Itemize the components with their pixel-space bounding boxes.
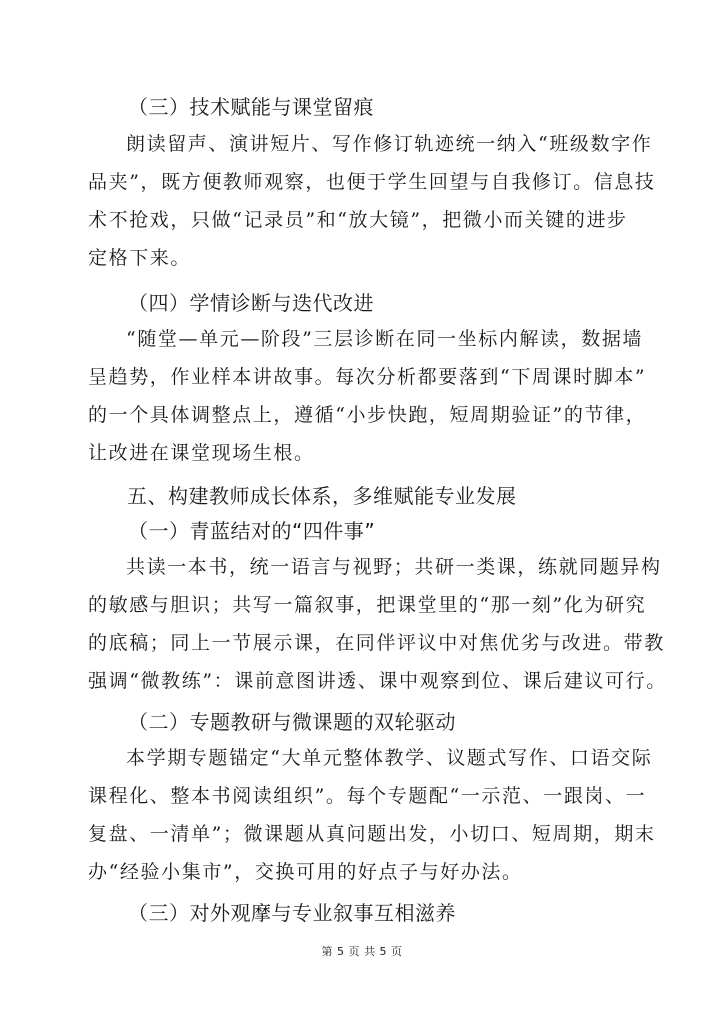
paragraph-research bbox=[88, 739, 656, 891]
paragraph-line: “随堂—单元—阶段”三层诊断在同一坐标内解读，数据墙 bbox=[126, 328, 644, 350]
paragraph-line: 复盘、一清单”；微课题从真问题出发，小切口、短周期，期末 bbox=[88, 823, 656, 845]
paragraph-line: 呈趋势，作业样本讲故事。每次分析都要落到“下周课时脚本” bbox=[88, 366, 647, 388]
section-heading-observation: （三）对外观摩与专业叙事互相滋养 bbox=[128, 901, 456, 925]
section-heading-mentoring: （一）青蓝结对的“四件事” bbox=[128, 519, 376, 543]
paragraph-tech bbox=[88, 125, 656, 277]
paragraph-line: 共读一本书，统一语言与视野；共研一类课，练就同题异构 bbox=[126, 556, 662, 578]
section-heading-diagnosis: （四）学情诊断与迭代改进 bbox=[128, 291, 374, 315]
paragraph-line: 朗读留声、演讲短片、写作修订轨迹统一纳入“班级数字作 bbox=[126, 133, 653, 155]
paragraph-mentoring bbox=[88, 548, 667, 700]
paragraph-line: 的敏感与胆识；共写一篇叙事，把课堂里的“那一刻”化为研究 bbox=[88, 594, 647, 616]
paragraph-line: 术不抢戏，只做“记录员”和“放大镜”，把微小而关键的进步 bbox=[88, 209, 628, 231]
paragraph-diagnosis bbox=[88, 320, 648, 472]
paragraph-line: 本学期专题锚定“大单元整体教学、议题式写作、口语交际 bbox=[126, 747, 653, 769]
paragraph-line: 品夹”，既方便教师观察，也便于学生回望与自我修订。信息技 bbox=[88, 171, 656, 193]
paragraph-line: 课程化、整本书阅读组织”。每个专题配“一示范、一跟岗、一 bbox=[88, 785, 647, 807]
paragraph-line: 定格下来。 bbox=[88, 247, 192, 269]
paragraph-line: 的底稿；同上一节展示课，在同伴评议中对焦优劣与改进。带教 bbox=[88, 632, 665, 654]
paragraph-line: 办“经验小集市”，交换可用的好点子与好办法。 bbox=[88, 861, 523, 883]
paragraph-line: 强调“微教练”：课前意图讲透、课中观察到位、课后建议可行。 bbox=[88, 670, 667, 692]
section-heading-research: （二）专题教研与微课题的双轮驱动 bbox=[128, 710, 456, 734]
page-number-footer: 第 5 页 共 5 页 bbox=[321, 945, 403, 958]
chapter-heading-part5: 五、构建教师成长体系，多维赋能专业发展 bbox=[127, 484, 517, 508]
paragraph-line: 的一个具体调整点上，遵循“小步快跑，短周期验证”的节律， bbox=[88, 404, 647, 426]
paragraph-line: 让改进在课堂现场生根。 bbox=[88, 442, 315, 464]
section-heading-tech: （三）技术赋能与课堂留痕 bbox=[128, 95, 374, 119]
